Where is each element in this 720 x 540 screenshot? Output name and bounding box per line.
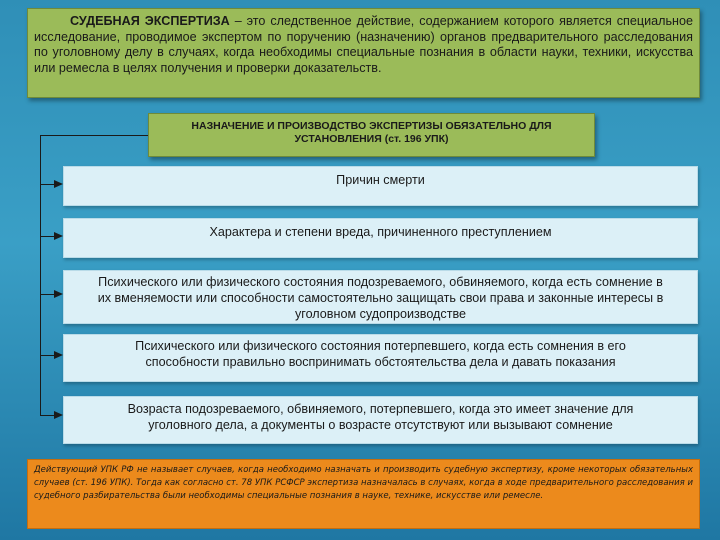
connector-vertical xyxy=(40,135,41,415)
connector-branch-3 xyxy=(40,294,54,295)
connector-branch-1 xyxy=(40,184,54,185)
item-box-harm xyxy=(63,218,698,258)
definition-box xyxy=(27,8,700,98)
item-box-suspect-state xyxy=(63,270,698,324)
definition-term: СУДЕБНАЯ ЭКСПЕРТИЗА xyxy=(70,14,230,28)
note-text: Действующий УПК РФ не называет случаев, когда необходимо назначать и производить судебную экспертизу, кроме некоторых обязательных случаев (ст. 196 УПК). Тогда как согласно ст. 78 УПК РСФСР экспертиза назначалась в случаях, когда в ходе предварительного расследования и судебного разбирательства были необходимы специальные познания в науке, технике, искусстве или ремесле. xyxy=(34,465,693,501)
note-box xyxy=(27,459,700,529)
item-label: Причин смерти xyxy=(336,173,425,187)
header-title: НАЗНАЧЕНИЕ И ПРОИЗВОДСТВО ЭКСПЕРТИЗЫ ОБЯЗАТЕЛЬНО ДЛЯ УСТАНОВЛЕНИЯ (ст. 196 УПК) xyxy=(191,120,552,145)
connector-horizontal-top xyxy=(40,135,148,136)
item-label: Психического или физического состояния подозреваемого, обвиняемого, когда есть сомнение в их вменяемости или способности самостоятельно защищать свои права и законные интересы в уголовном судопроизводстве xyxy=(97,275,664,321)
arrow-icon xyxy=(54,351,63,359)
item-box-age xyxy=(63,396,698,444)
connector-branch-2 xyxy=(40,236,54,237)
arrow-icon xyxy=(54,411,63,419)
arrow-icon xyxy=(54,232,63,240)
item-label: Психического или физического состояния потерпевшего, когда есть сомнения в его способности правильно воспринимать обстоятельства дела и давать показания xyxy=(135,339,626,369)
item-label: Характера и степени вреда, причиненного преступлением xyxy=(209,225,552,239)
connector-branch-5 xyxy=(40,415,54,416)
item-label: Возраста подозреваемого, обвиняемого, потерпевшего, когда это имеет значение для уголовного дела, а документы о возрасте отсутствуют или вызывают сомнение xyxy=(127,402,634,432)
item-box-cause-of-death xyxy=(63,166,698,206)
arrow-icon xyxy=(54,180,63,188)
definition-text: – это следственное действие, содержанием которого является специальное исследование, проводимое экспертом по поручению (назначению) органов предварительного расследования по уголовному делу в случаях, когда необходимы специальные познания в области науки, техники, искусства или ремесла в целях получения и проверки доказательств. xyxy=(34,14,693,75)
item-box-victim-state xyxy=(63,334,698,382)
header-box xyxy=(148,113,595,157)
arrow-icon xyxy=(54,290,63,298)
connector-branch-4 xyxy=(40,355,54,356)
